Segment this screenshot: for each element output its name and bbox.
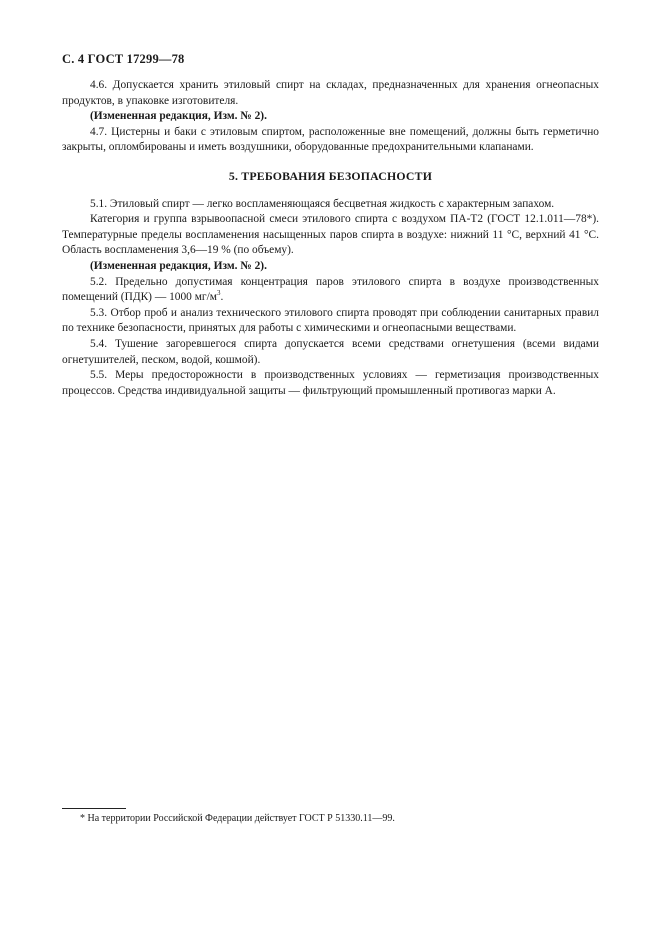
paragraph-5-3: 5.3. Отбор проб и анализ технического этилового спирта проводят при соблюдении санитарных правил по технике безопасности, принятых для работы с химическими и огнеопасными веществами.: [62, 306, 599, 335]
paragraph-5-2-text: 5.2. Предельно допустимая концентрация паров этилового спирта в воздухе производственных помещений (ПДК) — 1000 мг/м: [62, 275, 599, 304]
paragraph-5-1: 5.1. Этиловый спирт — легко воспламеняющаяся бесцветная жидкость с характерным запахом.: [90, 197, 555, 210]
section-heading: 5. ТРЕБОВАНИЯ БЕЗОПАСНОСТИ: [228, 168, 433, 183]
footnote-divider: [62, 808, 126, 809]
footnote: * На территории Российской Федерации действует ГОСТ Р 51330.11—99.: [80, 813, 395, 824]
paragraph-4-7: 4.7. Цистерны и баки с этиловым спиртом, расположенные вне помещений, должны быть герметично закрыты, опломбированы и иметь воздушники, оборудованные предохранительными клапанами.: [62, 125, 599, 154]
superscript: 3: [216, 289, 221, 298]
amendment-note: (Измененная редакция, Изм. № 2).: [90, 259, 267, 272]
paragraph-5-1-category: Категория и группа взрывоопасной смеси этилового спирта с воздухом ПА-Т2 (ГОСТ 12.1.011—78*). Температурные пределы воспламенения насыщенных паров спирта в воздухе: нижний 11 °С, верхний 41 °С. Область воспламенения 3,6—19 % (по объему).: [62, 213, 599, 257]
paragraph-5-4: 5.4. Тушение загоревшегося спирта допускается всеми средствами огнетушения (всеми видами огнетушителей, песком, водой, кошмой).: [62, 337, 599, 366]
paragraph-5-2: [62, 275, 599, 306]
paragraph-4-6: 4.6. Допускается хранить этиловый спирт на складах, предназначенных для хранения огнеопасных продуктов, в упаковке изготовителя.: [62, 79, 599, 107]
paragraph-5-5: 5.5. Меры предосторожности в производственных условиях — герметизация производственных процессов. Средства индивидуальной защиты — фильтрующий промышленный противогаз марки А.: [62, 369, 599, 397]
document-body: [62, 78, 599, 399]
amendment-note: (Измененная редакция, Изм. № 2).: [90, 110, 267, 123]
page-header: С. 4 ГОСТ 17299—78: [62, 52, 185, 66]
paragraph-5-2-end: .: [220, 291, 224, 304]
